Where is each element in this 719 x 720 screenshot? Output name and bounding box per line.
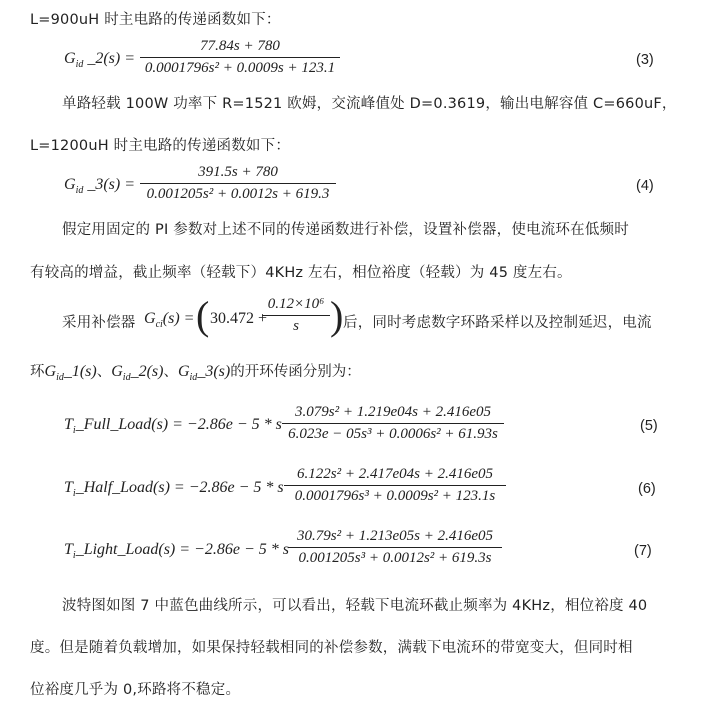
- equation-fraction: $\frac{\text{30.79s² + 1.213e05s + 2.416e05}}{\text{0.001205s³ + 0.0012s² + 619.3s}}$: [288, 528, 502, 567]
- compensator-symbol: $G_{ci}(s)$ =: [144, 310, 195, 331]
- text-line: 波特图如图 7 中蓝色曲线所示，可以看出，轻载下电流环截止频率为 4KHz，相位裕度 40: [62, 598, 648, 614]
- equation-lhs: $T_i\_Half\_Load(s) = -2.86e - 5 * s$: [64, 479, 284, 500]
- equation-number: (5): [640, 418, 658, 434]
- right-paren: ): [330, 293, 344, 338]
- equation-lhs: $G_{id}$ _2(s) =: [64, 50, 136, 71]
- equation-lhs: $G_{id}$ _3(s) =: [64, 176, 136, 197]
- text-line: 单路轻载 100W 功率下 R=1521 欧姆，交流峰值处 D=0.3619，输出电解容值 C=660uF，: [62, 96, 677, 112]
- equation-number: (6): [638, 481, 656, 497]
- equation-number: (4): [636, 178, 654, 194]
- equation-number: (3): [636, 52, 654, 68]
- equation-fraction: $\frac{\text{6.122s² + 2.417e04s + 2.416e05}}{\text{0.0001796s³ + 0.0009s² + 123.1s}}$: [284, 466, 506, 505]
- text-segment: 后，同时考虑数字环路采样以及控制延迟，电流: [343, 315, 652, 331]
- compensator-fraction: $\frac{\text{0.12×10⁶}}{s}$: [262, 296, 330, 335]
- text-line: 有较高的增益，截止频率（轻载下）4KHz 左右，相位裕度（轻载）为 45 度左右。: [30, 265, 572, 281]
- equation-lhs: $T_i\_Full\_Load(s) = -2.86e - 5 * s$: [64, 416, 282, 437]
- text-line: 假定用固定的 PI 参数对上述不同的传递函数进行补偿，设置补偿器，使电流环在低频时: [62, 222, 629, 238]
- equation-lhs: $T_i\_Light\_Load(s) = -2.86e - 5 * s$: [64, 541, 289, 562]
- equation-fraction: $\frac{\text{3.079s² + 1.219e04s + 2.416e05}}{\text{6.023e − 05s³ + 0.0006s² + 61.93s}}$: [282, 404, 504, 443]
- text-segment: 采用补偿器: [62, 315, 136, 331]
- text-line: 位裕度几乎为 0,环路将不稳定。: [30, 682, 241, 698]
- text-line: L=1200uH 时主电路的传递函数如下：: [30, 138, 291, 154]
- left-paren: (: [196, 293, 210, 338]
- text-line: 度。但是随着负载增加，如果保持轻载相同的补偿参数，满载下电流环的带宽变大，但同时相: [30, 640, 633, 656]
- openloop-intro-line: 环$G_{id}\_1(s)$、$G_{id}\_2(s)$、$G_{id}\_3(s)$的开环传函分别为：: [30, 363, 361, 384]
- equation-number: (7): [634, 543, 652, 559]
- compensator-term: 30.472 +: [210, 310, 268, 327]
- equation-fraction: $\frac{391.5s + 780}{\text{0.001205s² + 0.0012s + 619.3}}$: [140, 164, 336, 203]
- equation-fraction: $\frac{77.84s + 780}{\text{0.0001796s² + 0.0009s + 123.1}}$: [140, 38, 340, 77]
- text-line: L=900uH 时主电路的传递函数如下：: [30, 12, 281, 28]
